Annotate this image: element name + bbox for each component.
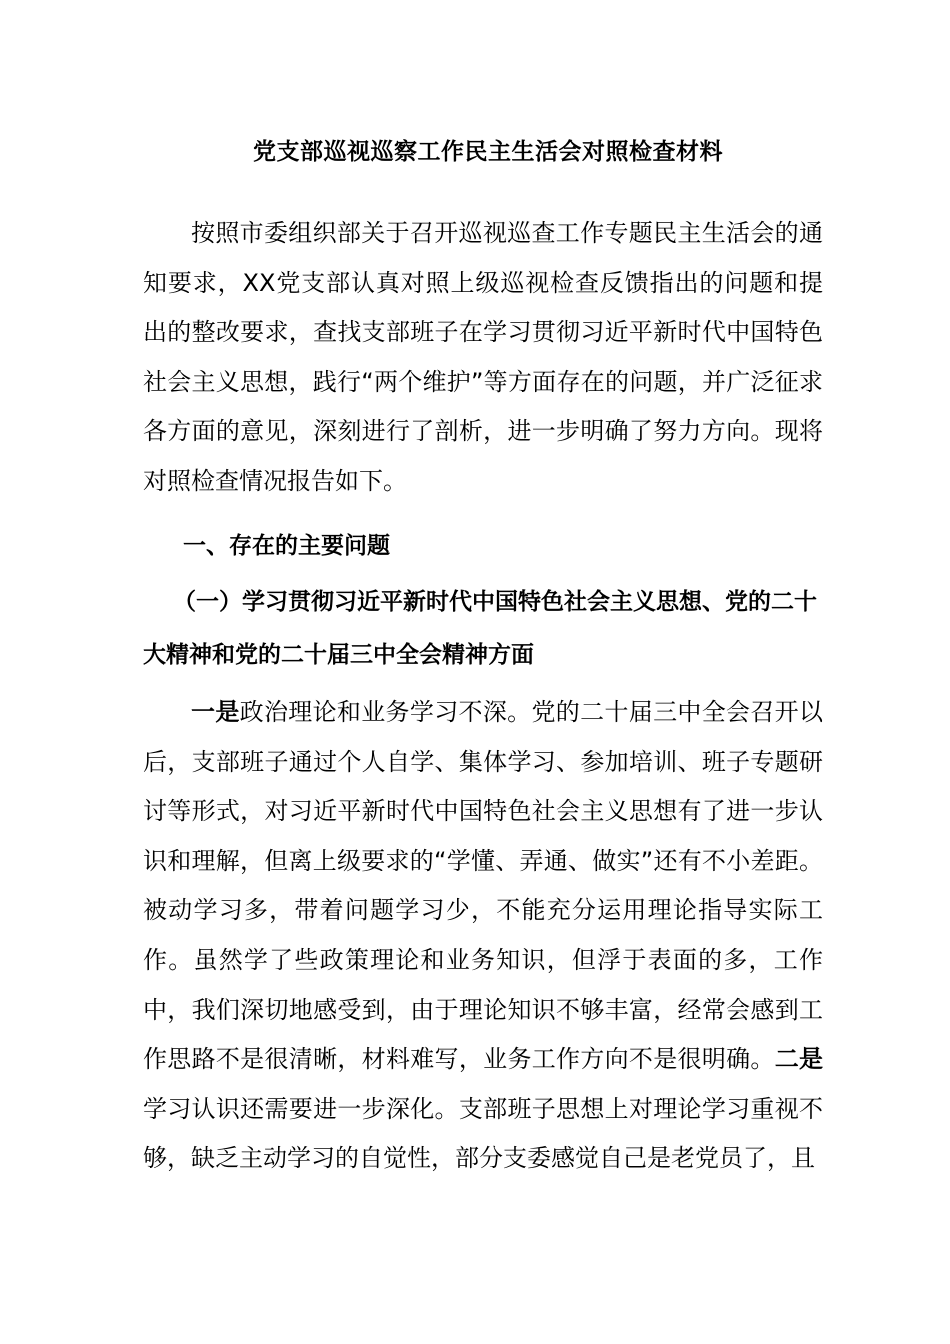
section-heading-main-problems: 一、存在的主要问题: [183, 533, 390, 559]
intro-paragraph: 按照市委组织部关于召开巡视巡查工作专题民主生活会的通知要求，XX党支部认真对照上级巡视检查反馈指出的问题和提出的整改要求，查找支部班子在学习贯彻习近平新时代中国特色社会主义思想，践行“两个维护”等方面存在的问题，并广泛征求各方面的意见，深刻进行了剖析，进一步明确了努力方向。现将对照检查情况报告如下。: [143, 219, 823, 495]
point-1-text: 政治理论和业务学习不深。党的二十届三中全会召开以后，支部班子通过个人自学、集体学习、参加培训、班子专题研讨等形式，对习近平新时代中国特色社会主义思想有了进一步认识和理解，但离上级要求的“学懂、弄通、做实”还有不小差距。被动学习多，带着问题学习少，不能充分运用理论指导实际工作。虽然学了些政策理论和业务知识，但浮于表面的多，工作中，我们深切地感受到，由于理论知识不够丰富，经常会感到工作思路不是很清晰，材料难写，业务工作方向不是很明确。: [143, 698, 823, 1074]
point-2-lead: 二是: [774, 1045, 823, 1074]
point-1-lead: 一是: [191, 698, 240, 726]
document-page: [143, 128, 823, 1248]
document-title: 党支部巡视巡察工作民主生活会对照检查材料: [253, 139, 723, 165]
point-2-text: 学习认识还需要进一步深化。支部班子思想上对理论学习重视不够，缺乏主动学习的自觉性，部分支委感觉自己是老党员了，且: [143, 1094, 823, 1173]
subsection-heading-study: （一）学习贯彻习近平新时代中国特色社会主义思想、党的二十大精神和党的二十届三中全会精神方面: [143, 589, 817, 668]
body-paragraph: [143, 688, 823, 1248]
